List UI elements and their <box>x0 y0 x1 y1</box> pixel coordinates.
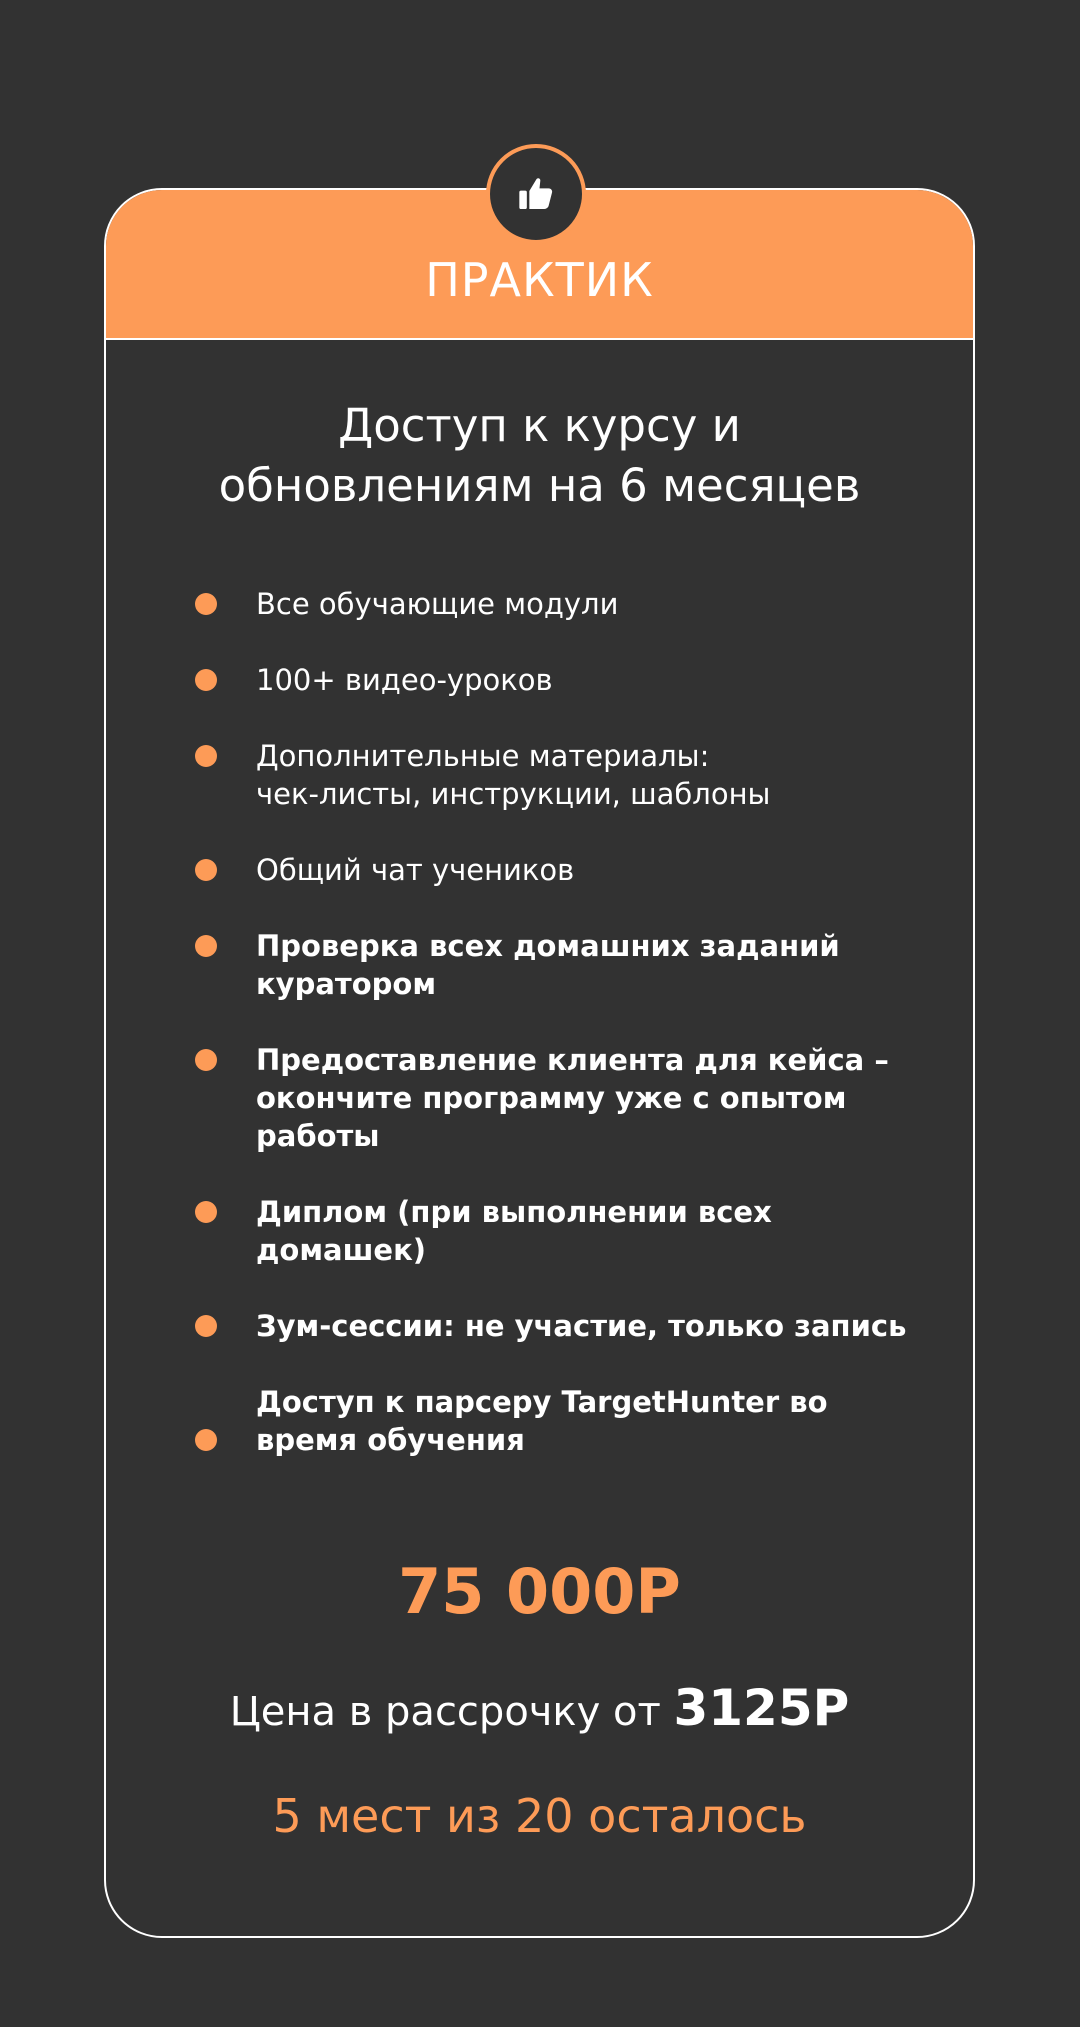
feature-item-homework-review <box>195 927 935 1003</box>
bullet-dot-icon <box>195 859 217 881</box>
feature-item-targethunter <box>195 1383 935 1459</box>
installment-label: Цена в рассрочку от <box>229 1689 661 1735</box>
feature-line: Диплом (при выполнении всех <box>256 1195 772 1229</box>
feature-line: Доступ к парсеру TargetHunter во <box>256 1385 828 1419</box>
feature-item-materials <box>195 737 935 813</box>
feature-line: домашек) <box>256 1233 427 1267</box>
feature-line: Зум-сессии: не участие, только запись <box>256 1309 907 1343</box>
feature-item-videos <box>195 661 935 699</box>
feature-line: окончите программу уже с опытом <box>256 1081 847 1115</box>
feature-line: Проверка всех домашних заданий <box>256 929 840 963</box>
tier-badge <box>486 144 586 244</box>
feature-line: Дополнительные материалы: <box>256 739 710 773</box>
feature-line: время обучения <box>256 1423 525 1457</box>
seats-remaining: 5 мест из 20 осталось <box>272 1789 807 1843</box>
feature-line: Предоставление клиента для кейса – <box>256 1043 889 1077</box>
feature-item-chat <box>195 851 935 889</box>
bullet-dot-icon <box>195 669 217 691</box>
feature-line: куратором <box>256 967 437 1001</box>
feature-item-zoom-sessions <box>195 1307 935 1345</box>
installment-price <box>104 1678 975 1742</box>
feature-item-modules <box>195 585 935 623</box>
tier-title: ПРАКТИК <box>425 253 654 307</box>
access-headline <box>104 396 975 516</box>
feature-line: Все обучающие модули <box>256 587 619 621</box>
feature-line: чек-листы, инструкции, шаблоны <box>256 777 771 811</box>
feature-line: работы <box>256 1119 380 1153</box>
thumbs-up-icon <box>516 174 556 214</box>
bullet-dot-icon <box>195 1315 217 1337</box>
headline-line-1: Доступ к курсу и <box>338 399 741 452</box>
feature-line: Общий чат учеников <box>256 853 575 887</box>
bullet-dot-icon <box>195 935 217 957</box>
bullet-dot-icon <box>195 745 217 767</box>
bullet-dot-icon <box>195 1429 217 1451</box>
feature-line: 100+ видео-уроков <box>256 663 553 697</box>
bullet-dot-icon <box>195 1201 217 1223</box>
bullet-dot-icon <box>195 1049 217 1071</box>
feature-item-client-case <box>195 1041 935 1155</box>
full-price: 75 000Р <box>398 1555 681 1628</box>
feature-item-diploma <box>195 1193 935 1269</box>
feature-list <box>195 585 935 1497</box>
installment-amount: 3125Р <box>673 1679 850 1737</box>
headline-line-2: обновлениям на 6 месяцев <box>218 459 861 512</box>
bullet-dot-icon <box>195 593 217 615</box>
